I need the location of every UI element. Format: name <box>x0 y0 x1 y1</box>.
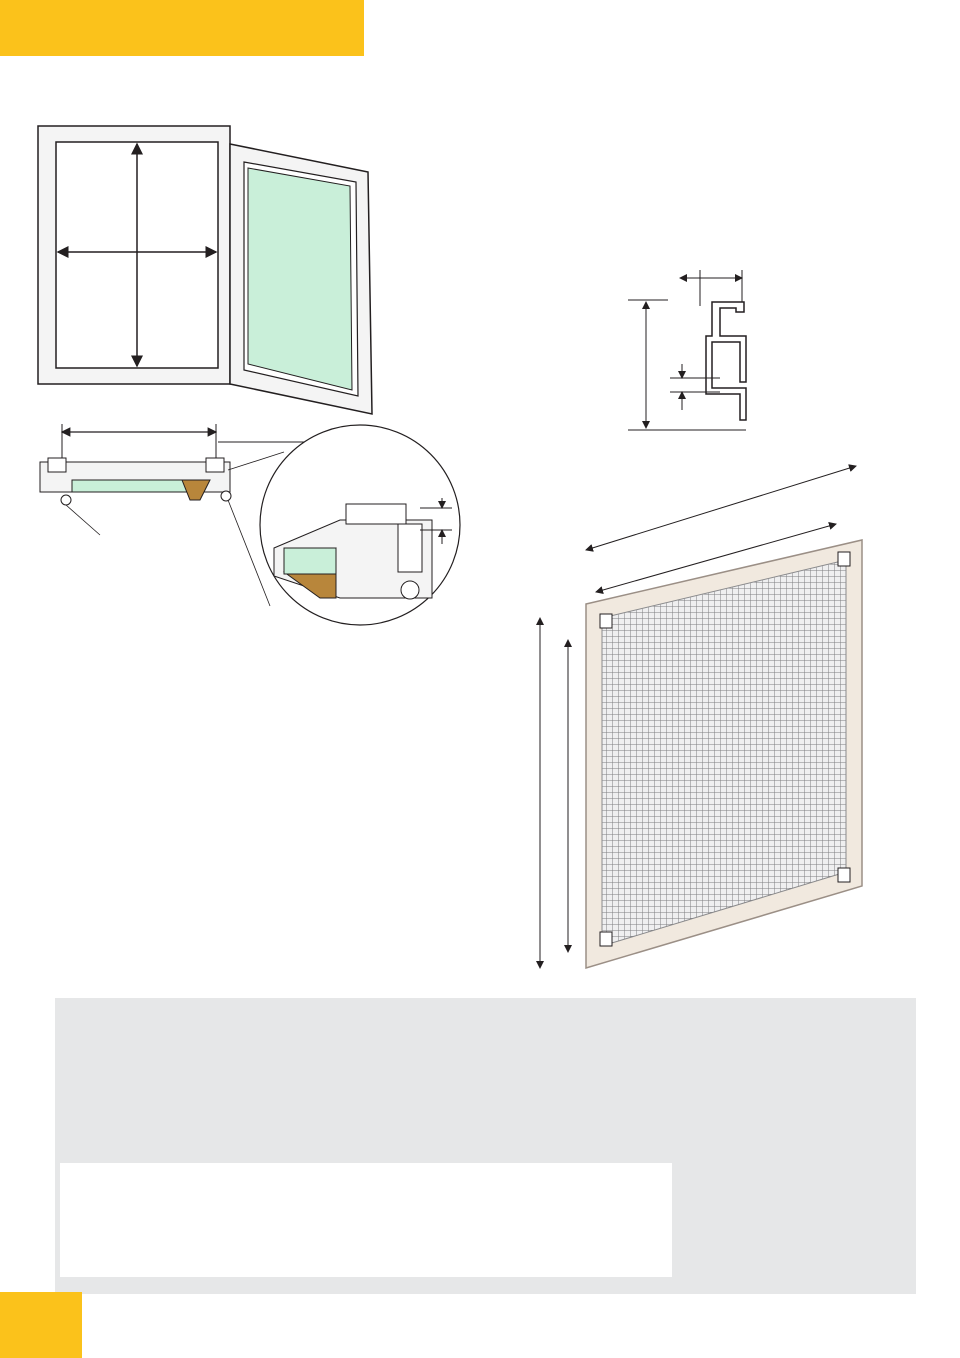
handle-drawings <box>0 680 500 990</box>
window-section-drawing <box>40 424 460 625</box>
screen-profile-drawing <box>628 270 746 430</box>
handle-selection-card <box>60 1163 672 1277</box>
mosquito-screen-drawing <box>540 466 862 968</box>
window-drawing <box>38 126 372 414</box>
page-number-tab <box>0 1292 82 1358</box>
